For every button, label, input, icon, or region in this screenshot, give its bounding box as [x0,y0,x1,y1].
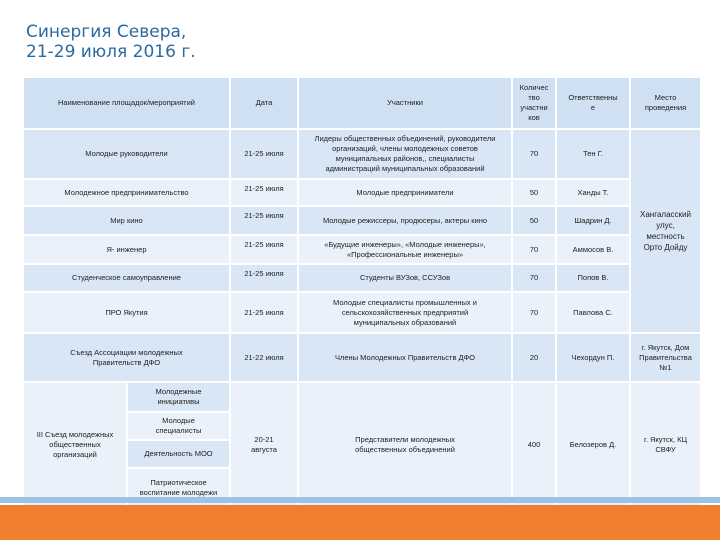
header-date: Дата [231,78,297,128]
row-count: 70 [513,236,555,263]
events-table [24,78,700,506]
row-responsible: Тен Г. [557,130,629,178]
subsection-moo-activity: Деятельность МОО [128,441,229,467]
row-participants: Молодые предприниматели [299,180,511,205]
row-count: 50 [513,207,555,234]
footer-bar [0,505,720,540]
row-date: 21-25 июля [231,236,297,263]
row-name: ПРО Якутия [24,293,229,332]
row-responsible: Белозеров Д. [557,383,629,506]
header-participants: Участники [299,78,511,128]
row-participants: Представители молодежных общественных объединений [299,383,511,506]
row-date: 21-22 июля [231,334,297,381]
row-name: Молодые руководители [24,130,229,178]
row-date: 21-25 июля [231,293,297,332]
header-venue: Место проведения [631,78,700,128]
footer-accent-line [0,497,720,503]
row-participants: Молодые специалисты промышленных и сельскохозяйственных предприятий муниципальных образований [299,293,511,332]
row-venue: г. Якутск, Дом Правительства №1 [631,334,700,381]
subsection-patriotic-education: Патриотическое воспитание молодежи [128,469,229,506]
row-date: 21-25 июля [231,265,297,291]
row-count: 70 [513,293,555,332]
row-name: Молодежное предпринимательство [24,180,229,205]
row-date: 21-25 июля [231,130,297,178]
row-responsible: Ханды Т. [557,180,629,205]
row-date: 21-25 июля [231,207,297,234]
row-name: Мир кино [24,207,229,234]
row-participants: «Будущие инженеры», «Молодые инженеры», «Профессиональные инженеры» [299,236,511,263]
header-name: Наименование площадок/мероприятий [24,78,229,128]
slide-title [26,22,196,62]
row-count: 70 [513,130,555,178]
row-participants: Студенты ВУЗов, ССУЗов [299,265,511,291]
row-date: 20-21 августа [231,383,297,506]
merged-venue: Хангаласский улус, местность Орто Дойду [631,130,700,332]
row-name: III Съезд молодежных общественных организаций [24,383,126,506]
row-name: Съезд Ассоциации молодежных Правительств ДФО [24,334,229,381]
row-venue: г. Якутск, КЦ СВФУ [631,383,700,506]
row-name: Студенческое самоуправление [24,265,229,291]
row-responsible: Чехордун П. [557,334,629,381]
header-count: Количес тво участни ков [513,78,555,128]
subsection-youth-initiatives: Молодежные инициативы [128,383,229,411]
row-count: 50 [513,180,555,205]
slide-title-line2: 21-29 июля 2016 г. [26,42,196,62]
row-responsible: Аммосов В. [557,236,629,263]
row-participants: Члены Молодежных Правительств ДФО [299,334,511,381]
subsection-young-specialists: Молодые специалисты [128,413,229,439]
row-responsible: Попов В. [557,265,629,291]
row-responsible: Шадрин Д. [557,207,629,234]
row-date: 21-25 июля [231,180,297,205]
row-name: Я- инженер [24,236,229,263]
header-responsible: Ответственны е [557,78,629,128]
slide-title-line1: Синергия Севера, [26,22,187,42]
row-count: 400 [513,383,555,506]
row-participants: Молодые режиссеры, продюсеры, актеры кино [299,207,511,234]
row-responsible: Павлова С. [557,293,629,332]
row-participants: Лидеры общественных объединений, руководители организаций, члены молодежных советов муниципальных районов,, специалисты администраций муниципальных образований [299,130,511,178]
row-count: 20 [513,334,555,381]
row-count: 70 [513,265,555,291]
